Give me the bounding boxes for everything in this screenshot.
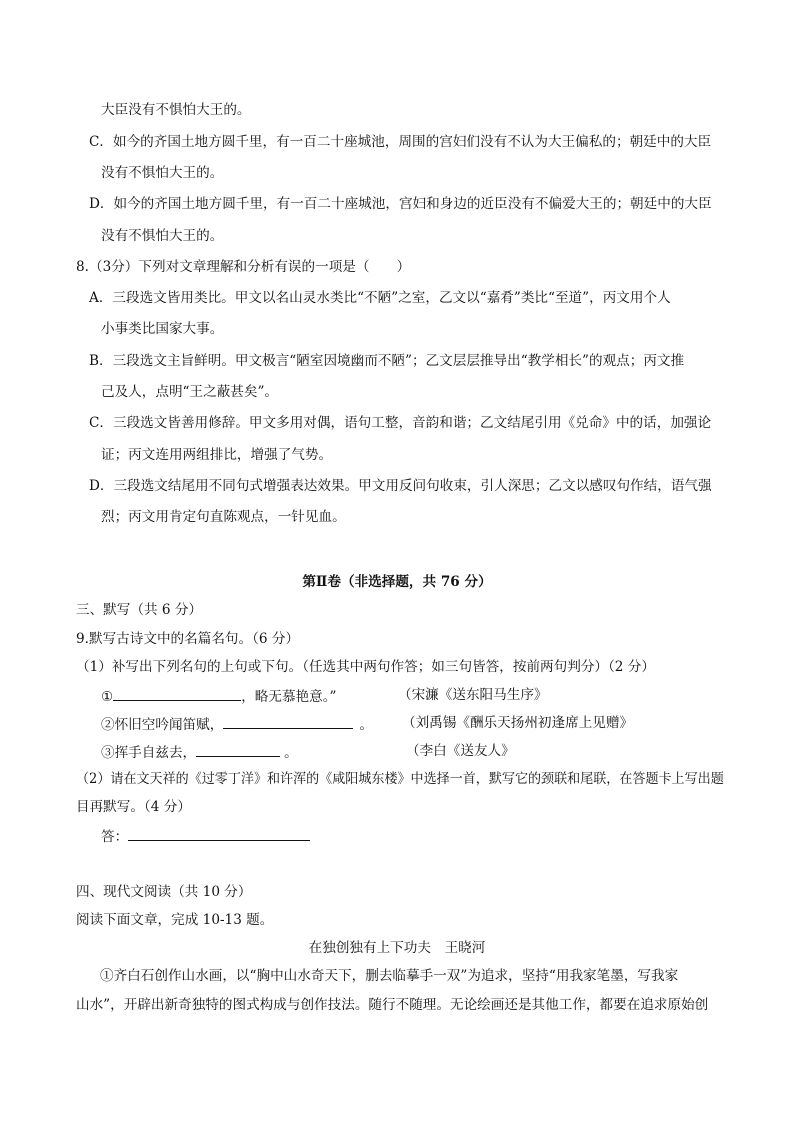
fill-item-2-suffix: 。	[359, 717, 373, 733]
fill-item-2-prefix: ②怀旧空吟闻笛赋，	[101, 717, 224, 733]
q8-option-c-line2: 证；丙文连用两组排比，增强了气势。	[101, 447, 333, 463]
q9-part2-line2: 目再默写。（4 分）	[76, 799, 191, 815]
article-para1-line2: 山水”，开辟出新奇独特的图式构成与创作技法。随行不随理。无论绘画还是其他工作，都要在追求原始创	[76, 997, 709, 1013]
q8-stem: 8.（3分）下列对文章理解和分析有误的一项是（ ）	[76, 259, 411, 275]
fill-item-2-blank[interactable]	[223, 714, 353, 729]
q8-option-b-line1: B．三段选文主旨鲜明。甲文极言“陋室因境幽而不陋”；乙文层层推导出“教学相长”的观点；丙文推	[89, 353, 685, 369]
q9-part1-instruction: （1）补写出下列名句的上句或下句。（任选其中两句作答；如三句皆答，按前两句判分）（2 分）	[76, 659, 655, 675]
q8-option-a-line1: A．三段选文皆用类比。甲文以名山灵水类比“不陋”之室，乙文以“嘉肴”类比“至道”，丙文用个人	[89, 290, 671, 306]
fill-item-1	[101, 686, 337, 706]
q7-option-c-line2: 没有不惧怕大王的。	[101, 165, 224, 181]
q8-option-b-line2: 己及人，点明“王之蔽甚矣”。	[101, 384, 279, 400]
answer-label: 答：	[101, 829, 129, 845]
q8-option-c-line1: C．三段选文皆善用修辞。甲文多用对偶，语句工整，音韵和谐；乙文结尾引用《兑命》中的话，加强论	[89, 415, 712, 431]
fill-item-1-blank[interactable]	[113, 686, 241, 701]
answer-line	[101, 826, 310, 846]
fill-item-3-prefix: ③挥手自兹去，	[101, 745, 197, 761]
q9-stem: 9.默写古诗文中的名篇名句。（6 分）	[76, 631, 300, 647]
section4-instruction: 阅读下面文章，完成 10-13 题。	[76, 912, 274, 928]
fill-item-3	[101, 742, 298, 762]
fill-item-3-blank[interactable]	[196, 742, 280, 757]
fill-item-3-source: （李白《送友人》	[406, 743, 515, 759]
section4-title: 四、现代文阅读（共 10 分）	[76, 884, 252, 900]
q8-option-a-line2: 小事类比国家大事。	[101, 321, 224, 337]
q7-option-c-line1: C．如今的齐国土地方圆千里，有一百二十座城池，周围的宫妇们没有不认为大王偏私的；朝廷中的大臣	[89, 134, 712, 150]
fill-item-2	[101, 714, 373, 734]
fill-item-1-suffix: ，略无慕艳意。”	[241, 689, 337, 705]
q9-part2-line1: （2）请在文天祥的《过零丁洋》和许浑的《咸阳城东楼》中选择一首，默写它的颈联和尾联，在答题卡上写出题	[76, 771, 724, 787]
article-para1-line1: ①齐白石创作山水画，以“胸中山水奇天下，删去临摹手一双”为追求，坚持“用我家笔墨，写我家	[100, 968, 679, 984]
q7-option-d-line1: D．如今的齐国土地方圆千里，有一百二十座城池，宫妇和身边的近臣没有不偏爱大王的；朝廷中的大臣	[89, 196, 712, 212]
fill-item-1-source: （宋濂《送东阳马生序》	[398, 687, 548, 703]
q7-option-d-line2: 没有不惧怕大王的。	[101, 228, 224, 244]
fill-item-2-source: （刘禹锡《酬乐天扬州初逢席上见赠》	[402, 715, 634, 731]
section3-title: 三、默写（共 6 分）	[76, 602, 203, 618]
fill-item-3-suffix: 。	[284, 745, 298, 761]
part2-heading: 第Ⅱ卷（非选择题，共 76 分）	[302, 574, 492, 590]
q8-option-d-line2: 烈；丙文用肯定句直陈观点，一针见血。	[101, 509, 346, 525]
answer-blank[interactable]	[128, 826, 310, 841]
q7-option-b-continuation: 大臣没有不惧怕大王的。	[101, 102, 251, 118]
fill-item-1-prefix: ①	[101, 689, 114, 705]
q8-option-d-line1: D．三段选文结尾用不同句式增强表达效果。甲文用反问句收束，引人深思；乙文以感叹句作结，语气强	[89, 478, 712, 494]
article-title: 在独创独有上下功夫 王晓河	[308, 940, 486, 956]
